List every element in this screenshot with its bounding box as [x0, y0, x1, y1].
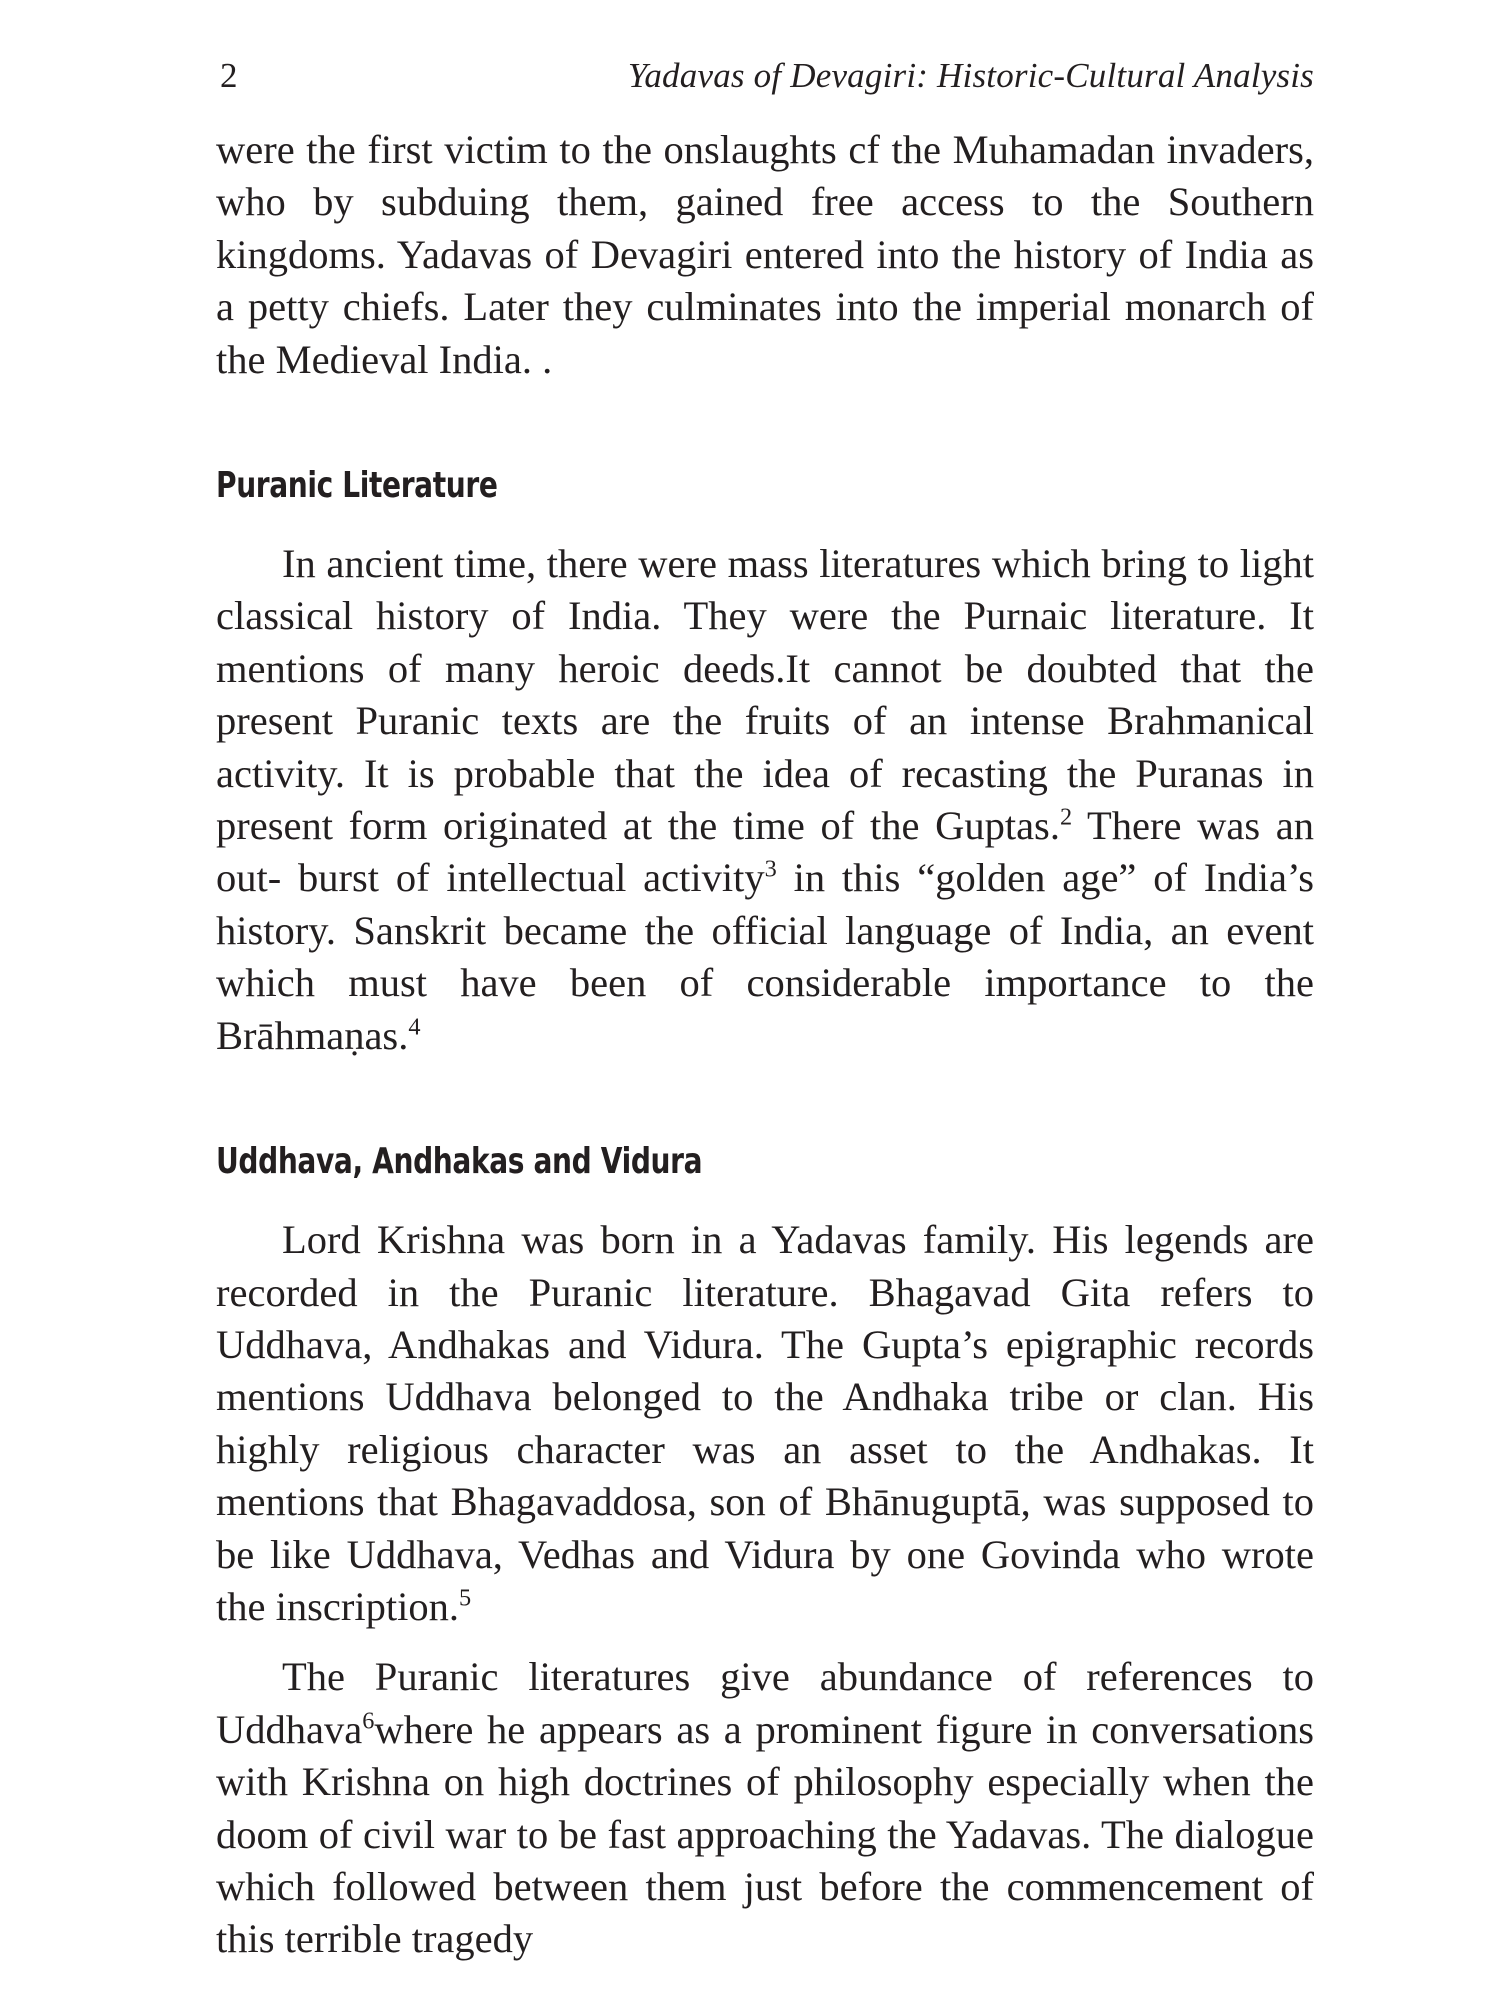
puranic-text-2: There was an out- burst of intellectual activity [216, 803, 1315, 901]
footnote-ref-6: 6 [362, 1707, 375, 1735]
body-text [216, 124, 1314, 1966]
page-number: 2 [220, 56, 238, 95]
uddhava-paragraph-2 [216, 1651, 1314, 1965]
intro-paragraph [216, 124, 1314, 386]
footnote-ref-5: 5 [458, 1584, 472, 1612]
footnote-ref-2: 2 [1059, 803, 1073, 831]
uddhava-paragraph-1 [216, 1214, 1314, 1633]
puranic-paragraph [216, 538, 1314, 1062]
intro-text: were the first victim to the onslaughts cf the Muhamadan invaders, who by subduing them, gained free access to the Southern kingdoms. Yadavas of Devagiri entered into the history of India as a petty chiefs. Later they culminates into the imperial monarch of the Medieval India. . [216, 127, 1314, 382]
uddhava-2-text-2: where he appears as a prominent figure in conversations with Krishna on high doctrines of philosophy especially when the doom of civil war to be fast approaching the Yadavas. The dialogue which followed between them just before the commencement of this terrible tragedy [216, 1706, 1314, 1962]
heading-uddhava-andhakas-vidura: Uddhava, Andhakas and Vidura [216, 1141, 703, 1183]
puranic-text-3: in this “golden age” of India’s history. Sanskrit became the official language of India, an event which must have been of considerable importance to the Brāhmaṇas. [216, 855, 1314, 1058]
uddhava-2-text-1: The Puranic literatures give abundance of references to Uddhava [216, 1654, 1314, 1752]
footnote-ref-3: 3 [764, 855, 777, 883]
running-title: Yadavas of Devagiri: Historic-Cultural Analysis [627, 56, 1314, 95]
heading-puranic-literature: Puranic Literature [216, 465, 498, 507]
footnote-ref-4: 4 [408, 1013, 421, 1041]
running-header [220, 52, 1314, 100]
puranic-text-1: In ancient time, there were mass literatures which bring to light classical history of India. They were the Purnaic literature. It mentions of many heroic deeds.It cannot be doubted that the present Puranic texts are the fruits of an intense Brahmanical activity. It is probable that the idea of recasting the Puranas in present form originated at the time of the Guptas. [216, 541, 1314, 849]
uddhava-1-text: Lord Krishna was born in a Yadavas family. His legends are recorded in the Puranic literature. Bhagavad Gita refers to Uddhava, Andhakas and Vidura. The Gupta’s epigraphic records mentions Uddhava belonged to the Andhaka tribe or clan. His highly religious character was an asset to the Andhakas. It mentions that Bhagavaddosa, son of Bhānuguptā, was supposed to be like Uddhava, Vedhas and Vidura by one Govinda who wrote the inscription. [216, 1217, 1314, 1629]
